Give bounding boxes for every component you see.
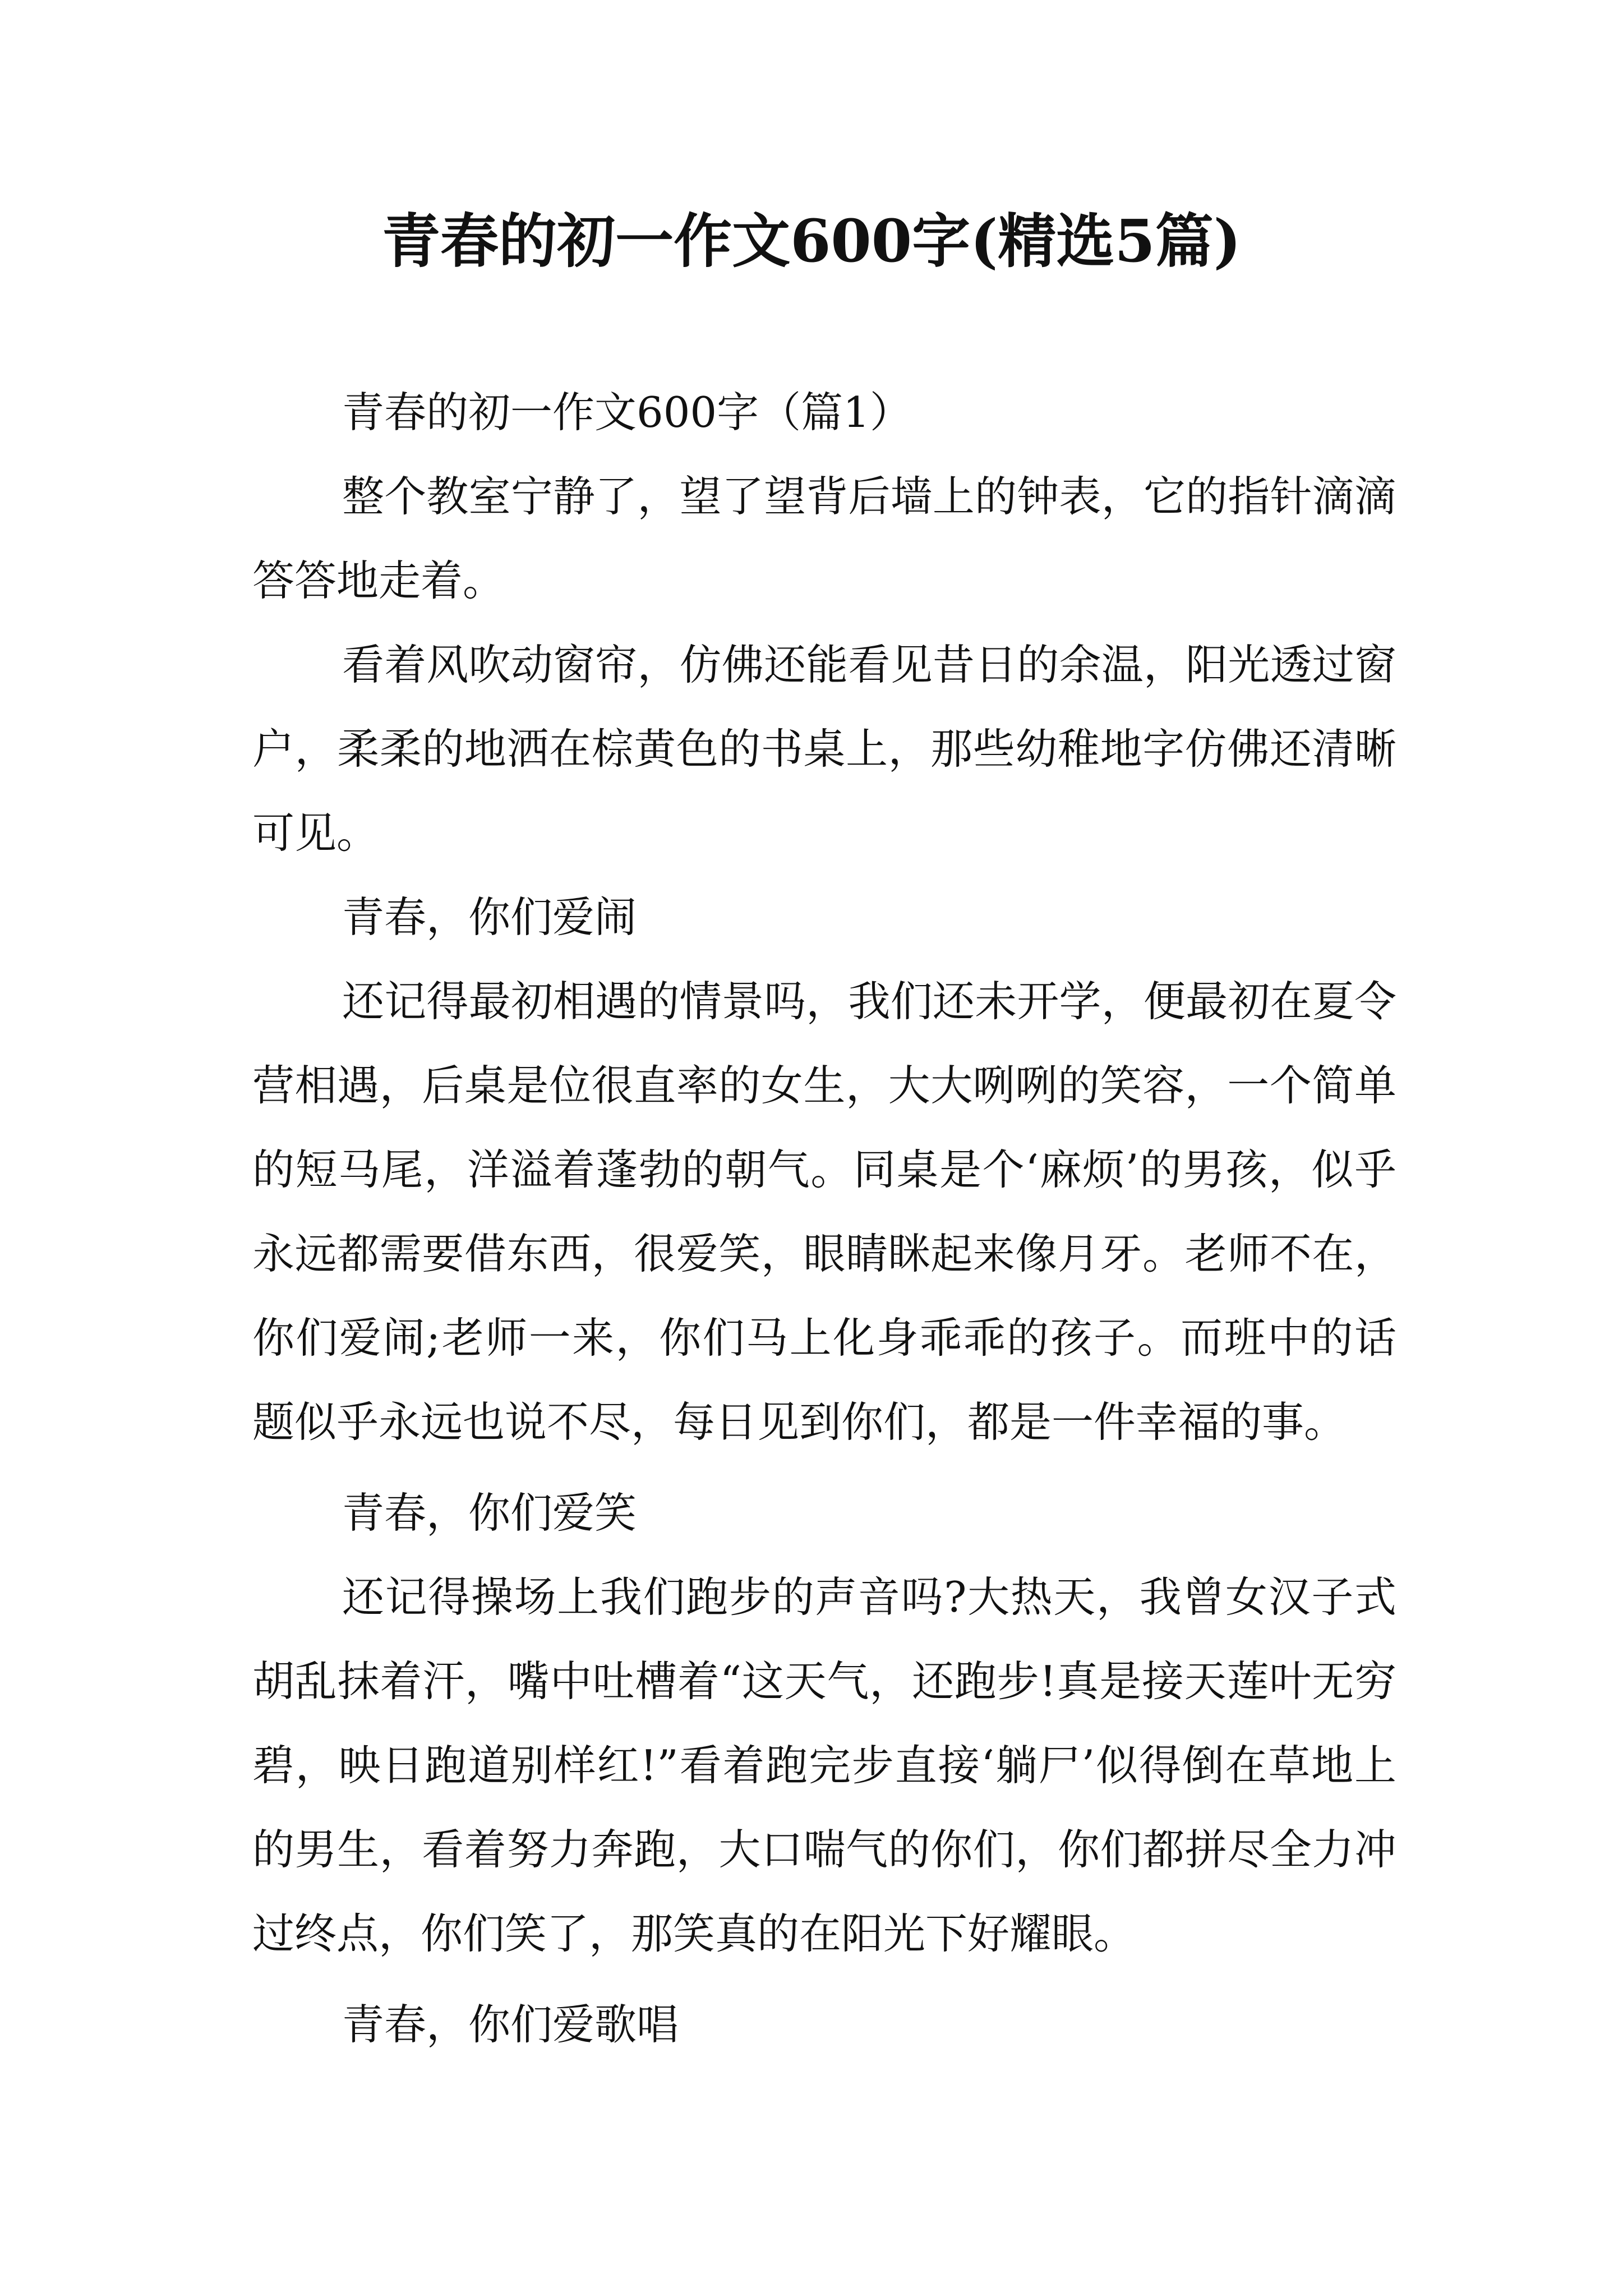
paragraph: 还记得最初相遇的情景吗，我们还未开学，便最初在夏令营相遇，后桌是位很直率的女生，大大咧咧的笑容，一个简单的短马尾，洋溢着蓬勃的朝气。同桌是个‘麻烦’的男孩，似乎永远都需要借东西，很爱笑，眼睛眯起来像月牙。老师不在，你们爱闹;老师一来，你们马上化身乖乖的孩子。而班中的话题似乎永远也说不尽，每日见到你们，都是一件幸福的事。 [252,977,1396,1447]
subheading: 青春，你们爱闹 [342,892,637,942]
document-title: 青春的初一作文600字(精选5篇) [382,206,1241,275]
paragraph: 整个教室宁静了，望了望背后墙上的钟表，它的指针滴滴答答地走着。 [252,472,1396,605]
paragraph: 看着风吹动窗帘，仿佛还能看见昔日的余温，阳光透过窗户，柔柔的地洒在棕黄色的书桌上，那些幼稚地字仿佛还清晰可见。 [252,640,1396,858]
document-body [252,370,1396,2067]
subheading: 青春，你们爱笑 [342,1488,637,1538]
paragraph: 还记得操场上我们跑步的声音吗?大热天，我曾女汉子式胡乱抹着汗，嘴中吐槽着“这天气，还跑步!真是接天莲叶无穷碧，映日跑道别样红!”看着跑完步直接‘躺尸’似得倒在草地上的男生，看着努力奔跑，大口喘气的你们，你们都拼尽全力冲过终点，你们笑了，那笑真的在阳光下好耀眼。 [252,1572,1396,1958]
subheading: 青春，你们爱歌唱 [342,2000,679,2049]
section-heading: 青春的初一作文600字（篇1） [342,388,912,437]
